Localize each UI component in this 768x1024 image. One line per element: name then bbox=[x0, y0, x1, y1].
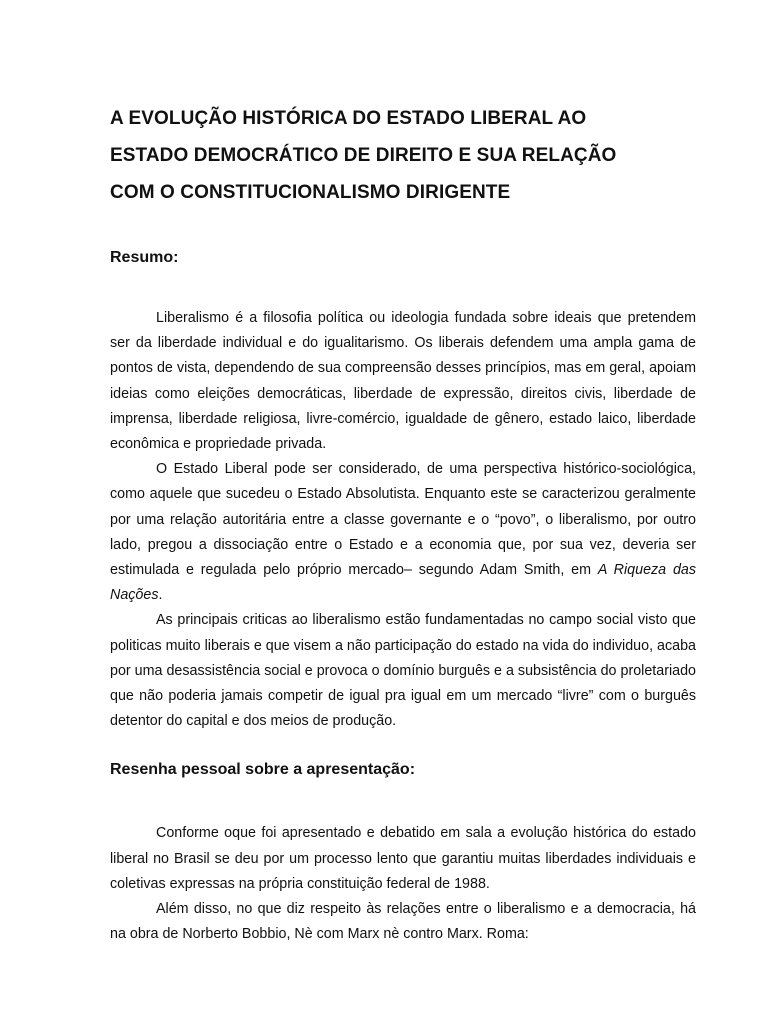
resenha-paragraph-2: Além disso, no que diz respeito às relações entre o liberalismo e a democracia, há na obra de Norberto Bobbio, Nè com Marx nè contro Marx. Roma: bbox=[110, 901, 696, 943]
resumo-paragraph-2 bbox=[110, 457, 696, 608]
resenha-paragraph-1: Conforme oque foi apresentado e debatido em sala a evolução histórica do estado liberal no Brasil se deu por um processo lento que garantiu muitas liberdades individuais e coletivas expressas na própria constituição federal de 1988. bbox=[110, 825, 696, 892]
resumo-paragraph-2-text: O Estado Liberal pode ser considerado, de uma perspectiva histórico-sociológica, como aquele que sucedeu o Estado Absolutista. Enquanto este se caracterizou geralmente por uma relação autoritária entre a classe governante e o “povo”, o liberalismo, por outro lado, pregou a dissociação entre o Estado e a economia que, por sua vez, deveria ser estimulada e regulada pelo próprio mercado– segundo Adam Smith, em bbox=[110, 461, 696, 579]
document-title bbox=[110, 100, 696, 211]
resumo-paragraph-1: Liberalismo é a filosofia política ou ideologia fundada sobre ideais que pretendem ser da liberdade individual e do igualitarismo. Os liberais defendem uma ampla gama de pontos de vista, dependendo de sua compreensão desses princípios, mas em geral, apoiam ideias como eleições democráticas, liberdade de expressão, direitos civis, liberdade de imprensa, liberdade religiosa, livre-comércio, igualdade de gênero, estado laico, liberdade econômica e propriedade privada. bbox=[110, 310, 696, 453]
title-line: A EVOLUÇÃO HISTÓRICA DO ESTADO LIBERAL AO bbox=[110, 108, 587, 129]
title-line: COM O CONSTITUCIONALISMO DIRIGENTE bbox=[110, 182, 511, 203]
resumo-heading: Resumo: bbox=[110, 249, 179, 266]
resenha-heading: Resenha pessoal sobre a apresentação: bbox=[110, 761, 416, 779]
resumo-paragraph-3: As principais criticas ao liberalismo estão fundamentadas no campo social visto que politicas muito liberais e que visem a não participação do estado na vida do individuo, acaba por uma desassistência social e provoca o domínio burguês e a subsistência do proletariado que não poderia jamais competir de igual pra igual em um mercado “livre” com o burguês detentor do capital e dos meios de produção. bbox=[110, 612, 696, 730]
book-title-italic: A Riqueza das Nações bbox=[110, 562, 696, 604]
title-line: ESTADO DEMOCRÁTICO DE DIREITO E SUA RELAÇÃO bbox=[110, 145, 617, 166]
resumo-paragraph-2-end: . bbox=[158, 587, 163, 604]
